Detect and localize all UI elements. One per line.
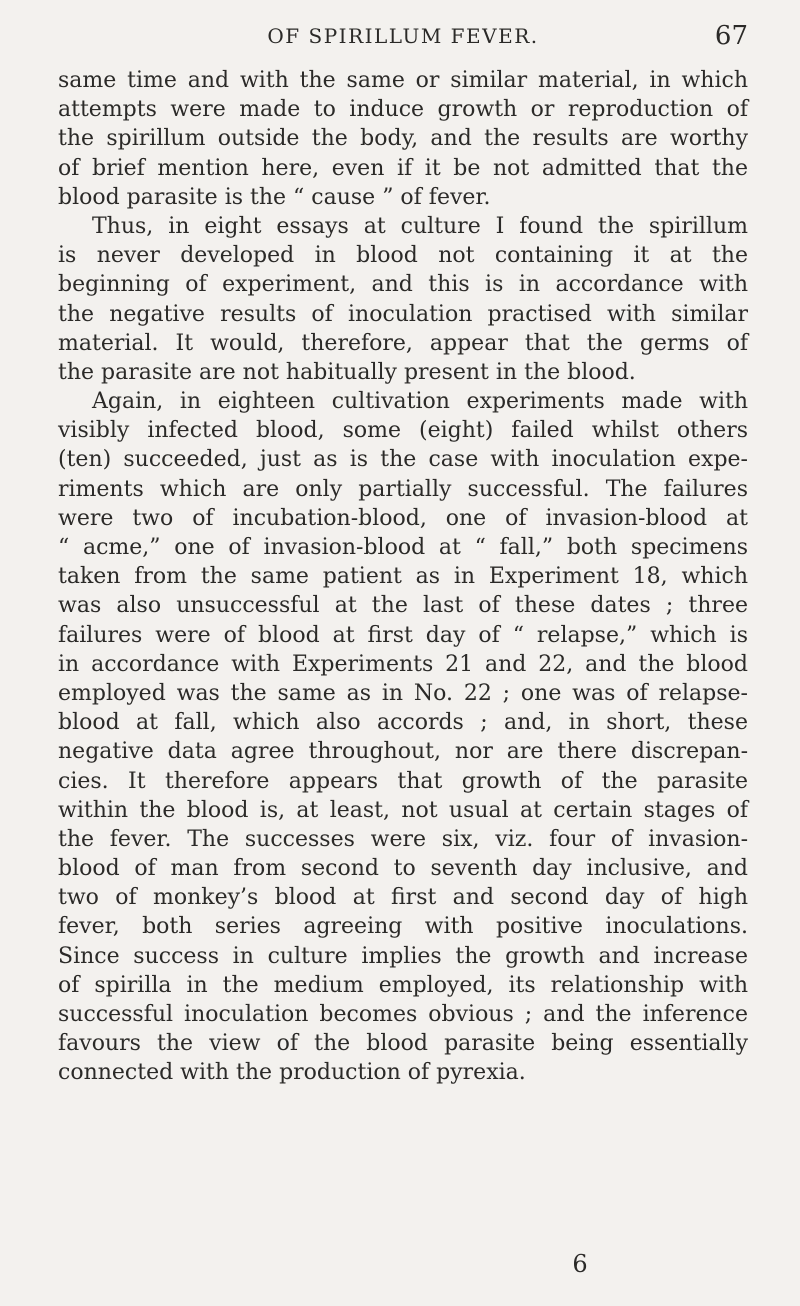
text-line: of spirilla in the medium employed, its relationship with: [58, 972, 748, 998]
text-line: favours the view of the blood parasite being essentially: [58, 1031, 748, 1057]
text-line: blood of man from second to seventh day inclusive, and: [58, 856, 748, 882]
text-line: the negative results of inoculation practised with similar: [58, 301, 748, 327]
text-line: (ten) succeeded, just as is the case with inoculation expe-: [58, 447, 748, 473]
text-line: same time and with the same or similar material, in which: [58, 68, 748, 93]
text-line: the fever. The successes were six, viz. four of invasion-: [58, 826, 748, 852]
page-number: 67: [714, 21, 748, 51]
text-line: the parasite are not habitually present in the blood.: [58, 359, 636, 385]
text-line: within the blood is, at least, not usual at certain stages of: [58, 797, 748, 823]
running-title: OF SPIRILLUM FEVER.: [267, 24, 539, 48]
text-line: beginning of experiment, and this is in accordance with: [58, 272, 748, 298]
text-line: material. It would, therefore, appear that the germs of: [58, 330, 748, 356]
text-line: two of monkey’s blood at first and second day of high: [58, 885, 748, 911]
text-line: was also unsuccessful at the last of these dates ; three: [58, 593, 748, 619]
text-line: the spirillum outside the body, and the results are worthy: [58, 126, 748, 152]
text-line: Since success in culture implies the growth and increase: [58, 943, 748, 969]
body-text: [58, 66, 748, 1088]
text-line: failures were of blood at first day of “ relapse,” which is: [58, 622, 748, 648]
text-line: Thus, in eight essays at culture I found the spirillum: [92, 213, 748, 239]
text-line: is never developed in blood not containing it at the: [58, 243, 748, 269]
text-line: employed was the same as in No. 22 ; one was of relapse-: [58, 680, 748, 706]
text-line: blood parasite is the “ cause ” of fever.: [58, 184, 491, 210]
text-line: negative data agree throughout, nor are there discrepan-: [58, 739, 748, 765]
text-line: visibly infected blood, some (eight) failed whilst others: [58, 418, 748, 444]
text-line: blood at fall, which also accords ; and, in short, these: [58, 710, 748, 736]
text-line: “ acme,” one of invasion-blood at “ fall,” both specimens: [58, 535, 748, 560]
text-line: attempts were made to induce growth or reproduction of: [58, 97, 748, 123]
running-head: [58, 22, 748, 52]
text-line: fever, both series agreeing with positive inoculations.: [58, 914, 748, 940]
text-line: cies. It therefore appears that growth of the parasite: [58, 768, 748, 794]
text-line: of brief mention here, even if it be not admitted that the: [58, 155, 748, 181]
text-line: taken from the same patient as in Experiment 18, which: [58, 564, 748, 590]
text-line: Again, in eighteen cultivation experiments made with: [92, 389, 748, 415]
text-line: were two of incubation-blood, one of invasion-blood at: [58, 505, 748, 531]
text-line: successful inoculation becomes obvious ; and the inference: [58, 1002, 748, 1027]
text-line: connected with the production of pyrexia.: [58, 1060, 526, 1086]
text-line: in accordance with Experiments 21 and 22, and the blood: [58, 651, 748, 677]
text-line: riments which are only partially successful. The failures: [58, 476, 748, 502]
signature-mark: 6: [572, 1250, 588, 1278]
